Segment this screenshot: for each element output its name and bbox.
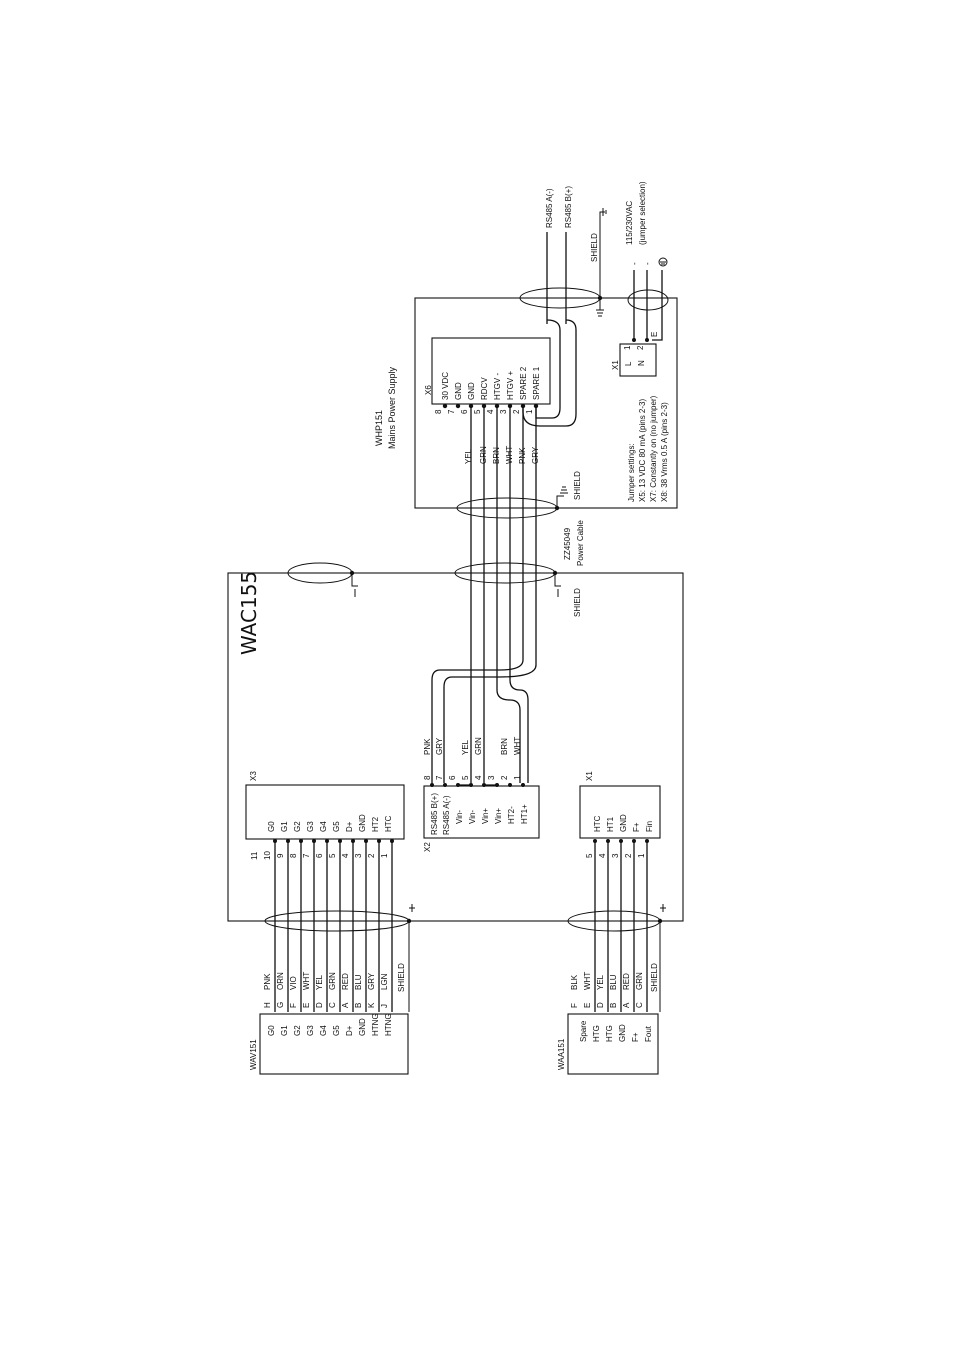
waa151-shield-label: SHIELD — [650, 963, 659, 992]
whp151-x6-name: X6 — [424, 385, 433, 395]
waa151-signal: HTG — [605, 1025, 614, 1042]
wire-color-label: PNK — [263, 973, 272, 990]
wav151-signal: G5 — [332, 1025, 341, 1036]
x2-wire-colors — [423, 737, 522, 755]
wav151-signal-labels — [267, 1013, 393, 1036]
jumper-line: X7: Constantly on (no jumper) — [649, 395, 658, 502]
wav151-letter: K — [367, 1002, 376, 1008]
x3-pin-number: 1 — [380, 853, 389, 858]
wire-color-label: WHT — [513, 736, 522, 755]
wav151-name: WAV151 — [249, 1039, 258, 1070]
mains-jumper-label: (jumper selection) — [638, 181, 647, 245]
wav151-letter: B — [354, 1002, 363, 1008]
wire-color-label: PNK — [518, 447, 527, 464]
x2-pin-label: Vin- — [468, 809, 477, 824]
wire-color-label: GRY — [531, 446, 540, 464]
x1-mains-pin-number: 1 — [623, 345, 632, 350]
x3-name: X3 — [249, 771, 258, 781]
wire-color-label: GRY — [435, 737, 444, 755]
x3-pin-number: 10 — [263, 851, 272, 860]
wire-color-label: YEL — [461, 739, 470, 755]
x1-pin-label: GND — [619, 814, 628, 832]
wire-color-label: GRN — [474, 737, 483, 755]
wav151-letter: E — [302, 1002, 311, 1008]
wac155-unit — [228, 406, 683, 1012]
x3-pin-label: G2 — [293, 821, 302, 832]
x2-pin-label: Vin+ — [494, 807, 503, 824]
x1-name: X1 — [585, 771, 594, 781]
x2-pin-number: 6 — [448, 775, 457, 780]
wav151-letter: H — [263, 1002, 272, 1008]
wav151-signal: HTNG — [371, 1013, 380, 1036]
wire-color-label: PNK — [423, 738, 432, 755]
wav151-letter: A — [341, 1002, 350, 1008]
x1-pin-number: 2 — [624, 853, 633, 858]
x6-pin-number: 2 — [512, 409, 521, 414]
wire-color-label: BRN — [500, 738, 509, 755]
waa151-signal: Spare — [579, 1020, 588, 1042]
x2-pin-label: Vin+ — [481, 807, 490, 824]
x3-pin-label: G3 — [306, 821, 315, 832]
x3-pin-number: 8 — [289, 853, 298, 858]
x3-pin-label: HT2 — [371, 816, 380, 832]
whp151-shield-label: SHIELD — [573, 471, 582, 500]
wire-color-label: GRN — [328, 972, 337, 990]
rs485-a-label: RS485 A(-) — [545, 188, 554, 228]
wav151-signal: G0 — [267, 1025, 276, 1036]
x2-pin-label: HT1+ — [520, 804, 529, 824]
x6-pin-number: 8 — [434, 409, 443, 414]
waa151-letter: D — [596, 1002, 605, 1008]
x6-pin-number: 1 — [525, 409, 534, 414]
x3-pin-label: G4 — [319, 821, 328, 832]
whp151-unit — [374, 181, 677, 518]
x1-pin-label: HT1 — [606, 816, 615, 832]
x6-pin-label: 30 VDC — [441, 371, 450, 400]
wire-color-label: RED — [341, 973, 350, 990]
jumper-line: Jumper settings: — [627, 443, 636, 502]
x3-pin-number: 7 — [302, 853, 311, 858]
wire-color-label: YEL — [464, 448, 473, 464]
wav151-shield-label: SHIELD — [397, 963, 406, 992]
jumper-line: X5: 13 VDC 80 mA (pins 2-3) — [638, 398, 647, 502]
x3-pin-label: HTC — [384, 815, 393, 832]
x3-pin-label: G1 — [280, 821, 289, 832]
waa151-signal-labels — [579, 1020, 653, 1042]
wav151-signal: G4 — [319, 1025, 328, 1036]
whp151-x6-pin-labels — [441, 366, 541, 400]
x2-pin-label: RS485 B(+) — [430, 792, 439, 835]
x6-pin-number: 4 — [486, 409, 495, 414]
wire-color-label: ORN — [276, 972, 285, 990]
x1-pin-number: 1 — [637, 853, 646, 858]
x3-pin-number: 6 — [315, 853, 324, 858]
waa151-letter: C — [635, 1002, 644, 1008]
mains-dash: - — [643, 262, 652, 265]
waa151-name: WAA151 — [557, 1038, 566, 1070]
x6-pin-label: GND — [467, 382, 476, 400]
x3-pin-label: GND — [358, 814, 367, 832]
waa151-wire-colors — [570, 963, 659, 992]
x1-mains-pin-label: L — [624, 361, 633, 366]
x3-pin-number: 11 — [250, 851, 259, 860]
x6-pin-number: 7 — [447, 409, 456, 414]
top-shield-line — [600, 208, 606, 298]
ground-icon — [555, 573, 561, 597]
wav151-letter: F — [289, 1003, 298, 1008]
rs485-wires-top — [547, 232, 566, 324]
wav151-signal: G3 — [306, 1025, 315, 1036]
earth-icon-lines — [660, 262, 666, 264]
wav151-letter: C — [328, 1002, 337, 1008]
x6-pin-label: GND — [454, 382, 463, 400]
x3-pin-number: 3 — [354, 853, 363, 858]
waa151-letter: A — [622, 1002, 631, 1008]
wac155-box — [228, 570, 683, 921]
wav151-signal: G1 — [280, 1025, 289, 1036]
whp151-wire-colors — [464, 446, 540, 464]
x3-pin-label: G5 — [332, 821, 341, 832]
x6-pin-label: HTGV + — [506, 370, 515, 400]
wire-color-label: BLU — [609, 974, 618, 990]
cable-shield-label: SHIELD — [573, 588, 582, 617]
mains-dash: - — [630, 262, 639, 265]
x2-pin-label: RS485 A(-) — [442, 795, 451, 835]
x1-pin-label: Fin — [645, 820, 654, 832]
x2-pin-number: 3 — [487, 775, 496, 780]
x1-pin-number: 5 — [585, 853, 594, 858]
x2-pin-label: HT2- — [507, 806, 516, 824]
x2-pin-number: 7 — [435, 775, 444, 780]
wav151-unit — [249, 963, 408, 1074]
x3-pin-number: 9 — [276, 853, 285, 858]
wire-color-label: RED — [622, 973, 631, 990]
waa151-signal: F+ — [631, 1032, 640, 1042]
wire-color-label: YEL — [315, 974, 324, 990]
x3-pin-number: 5 — [328, 853, 337, 858]
wav151-letter: J — [380, 1004, 389, 1008]
x3-pin-numbers — [250, 851, 389, 860]
wav151-signal: D+ — [345, 1025, 354, 1036]
x1-pin-labels — [593, 814, 654, 832]
x1-mains-pin-number: 2 — [636, 345, 645, 350]
waa151-pin-letters — [570, 1002, 644, 1008]
rs485-b-label: RS485 B(+) — [564, 185, 573, 228]
x3-pin-number: 2 — [367, 853, 376, 858]
wire-color-label: GRY — [367, 972, 376, 990]
x6-pin-number: 5 — [473, 409, 482, 414]
wire-color-label: LGN — [380, 973, 389, 990]
wire-color-label: WHT — [505, 445, 514, 464]
wire-color-label: BRN — [492, 447, 501, 464]
x2-pin-number: 4 — [474, 775, 483, 780]
x3-pin-number: 4 — [341, 853, 350, 858]
cable-description: Power Cable — [576, 520, 585, 566]
x2-pin-number: 1 — [513, 775, 522, 780]
wav151-signal: GND — [358, 1018, 367, 1036]
mains-wires — [634, 270, 662, 340]
mains-voltage-label: 115/230VAC — [625, 200, 634, 245]
wire-color-label: WHT — [583, 971, 592, 990]
wav151-signal: G2 — [293, 1025, 302, 1036]
whp151-title: WHP151 — [374, 409, 384, 447]
wire-color-label: YEL — [596, 974, 605, 990]
waa151-letter: B — [609, 1002, 618, 1008]
waa151-signal: GND — [618, 1024, 627, 1042]
wire-color-label: BLU — [354, 974, 363, 990]
waa151-signal: HTG — [592, 1025, 601, 1042]
x1-pin-number: 3 — [611, 853, 620, 858]
wav151-signal: HTNG — [384, 1013, 393, 1036]
x6-pin-label: RDCV — [480, 377, 489, 400]
x6-pin-number: 3 — [499, 409, 508, 414]
x1-mains-earth-label: E — [650, 331, 659, 337]
wav151-letter: D — [315, 1002, 324, 1008]
waa151-letter: F — [570, 1003, 579, 1008]
x6-pin-label: SPARE 2 — [519, 366, 528, 400]
wac155-title: WAC155 — [237, 570, 261, 655]
x1-pin-label: HTC — [593, 815, 602, 832]
x1-pin-label: F+ — [632, 822, 641, 832]
ground-icon — [352, 573, 358, 597]
jumper-settings — [627, 395, 669, 502]
x2-pin-labels — [430, 793, 529, 835]
x2-pin-number: 5 — [461, 775, 470, 780]
whp151-subtitle: Mains Power Supply — [387, 366, 397, 450]
wav151-pin-letters — [263, 1002, 389, 1008]
ground-icon — [557, 487, 568, 508]
x2-pin-number: 2 — [500, 775, 509, 780]
x1-pin-numbers — [585, 853, 646, 858]
ground-icon — [596, 300, 604, 316]
waa151-letter: E — [583, 1002, 592, 1008]
wire-color-label: WHT — [302, 971, 311, 990]
wire-color-label: GRN — [635, 972, 644, 990]
x1-mains-pin-label: N — [637, 360, 646, 366]
x6-pin-label: HTGV - — [493, 372, 502, 400]
x6-pin-label: SPARE 1 — [532, 366, 541, 400]
whp151-x1-name: X1 — [611, 360, 620, 370]
cable-name: ZZ45049 — [563, 527, 572, 560]
top-shield-label: SHIELD — [590, 233, 599, 262]
x1-pin-number: 4 — [598, 853, 607, 858]
jumper-line: X8: 38 Vrms 0.5 A (pins 2-3) — [660, 402, 669, 502]
x2-pin-number: 8 — [423, 775, 432, 780]
wav151-letter: G — [276, 1001, 285, 1008]
wire-color-label: GRN — [479, 446, 488, 464]
x2-pin-numbers — [423, 775, 522, 780]
x3-pin-label: G0 — [267, 821, 276, 832]
x2-pin-label: Vin- — [455, 809, 464, 824]
x3-pin-labels — [267, 814, 393, 832]
x6-pin-number: 6 — [460, 409, 469, 414]
x2-name: X2 — [423, 842, 432, 852]
wire-color-label: BLK — [570, 974, 579, 990]
wire-color-label: VIO — [289, 976, 298, 990]
x3-pin-label: D+ — [345, 821, 354, 832]
waa151-signal: Fout — [644, 1025, 653, 1042]
wav151-wire-colors — [263, 963, 406, 992]
